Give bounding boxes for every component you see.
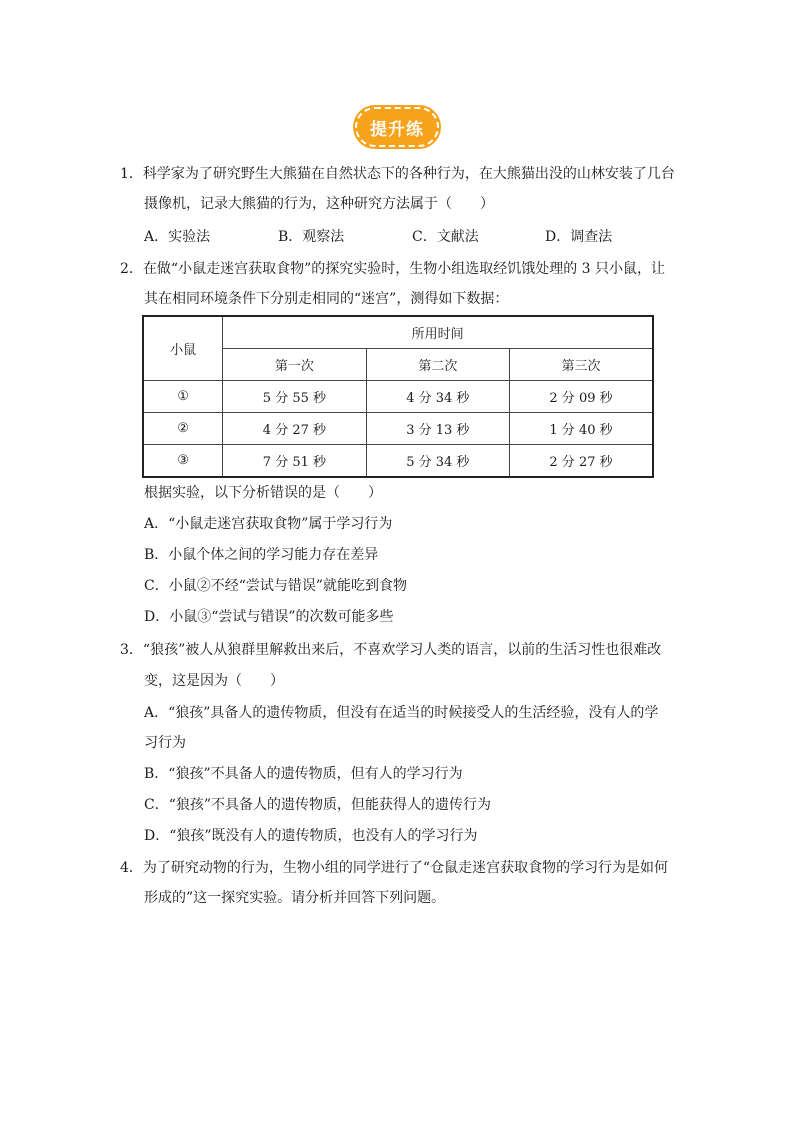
q2-option-d[interactable]: D．小鼠③“尝试与错误”的次数可能多些 [144,609,394,625]
q3-stem-line2: 变，这是因为（ ） [144,673,284,689]
row-time: 2 分 27 秒 [510,445,653,478]
table-row [143,413,653,445]
row-time: 4 分 34 秒 [366,381,509,413]
q3-option-b[interactable]: B．“狼孩”不具备人的遗传物质，但有人的学习行为 [144,766,463,782]
q2-stem-line1: 2．在做“小鼠走迷宫获取食物”的探究实验时，生物小组选取经饥饿处理的 3 只小鼠，让 [120,261,666,277]
row-time: 3 分 13 秒 [366,413,509,445]
subheader-first: 第一次 [223,349,366,381]
row-time: 1 分 40 秒 [510,413,653,445]
q3-option-c[interactable]: C．“狼孩”不具备人的遗传物质，但能获得人的遗传行为 [144,797,492,813]
table-row [143,445,653,478]
q1-stem-line2: 摄像机，记录大熊猫的行为，这种研究方法属于（ ） [144,196,494,212]
q1-option-a[interactable]: A．实验法 [144,229,211,245]
row-mouse: ② [143,413,223,445]
q4-stem-line1: 4．为了研究动物的行为，生物小组的同学进行了“仓鼠走迷宫获取食物的学习行为是如何 [120,860,669,876]
row-mouse: ① [143,381,223,413]
section-badge [355,107,439,147]
q1-option-c[interactable]: C．文献法 [412,229,479,245]
row-time: 5 分 34 秒 [366,445,509,478]
row-time: 7 分 51 秒 [223,445,366,478]
maze-time-table [142,315,654,478]
q3-option-a-line2[interactable]: 习行为 [144,735,186,751]
row-time: 2 分 09 秒 [510,381,653,413]
q4-stem-line2: 形成的”这一探究实验。请分析并回答下列问题。 [144,890,446,906]
row-time: 5 分 55 秒 [223,381,366,413]
table-row [143,381,653,413]
q3-option-a-line1[interactable]: A．“狼孩”具备人的遗传物质，但没有在适当的时候接受人的生活经验，没有人的学 [144,705,659,721]
row-mouse: ③ [143,445,223,478]
q2-option-b[interactable]: B．小鼠个体之间的学习能力存在差异 [144,547,379,563]
q1-option-b[interactable]: B．观察法 [278,229,345,245]
q2-stem-line2: 其在相同环境条件下分别走相同的“迷宫”，测得如下数据： [144,291,509,307]
q3-option-d[interactable]: D．“狼孩”既没有人的遗传物质，也没有人的学习行为 [144,828,478,844]
q3-stem-line1: 3．“狼孩”被人从狼群里解救出来后，不喜欢学习人类的语言，以前的生活习性也很难改 [120,642,662,658]
subheader-second: 第二次 [366,349,509,381]
section-badge-label: 提升练 [370,119,424,140]
header-mouse: 小鼠 [143,316,223,381]
q2-option-a[interactable]: A．“小鼠走迷宫获取食物”属于学习行为 [144,516,393,532]
q2-option-c[interactable]: C．小鼠②不经“尝试与错误”就能吃到食物 [144,578,408,594]
q2-prompt: 根据实验，以下分析错误的是（ ） [144,485,382,501]
q1-stem-line1: 1．科学家为了研究野生大熊猫在自然状态下的各种行为，在大熊猫出没的山林安装了几台 [120,166,675,182]
table-header-row [143,316,653,349]
subheader-third: 第三次 [510,349,653,381]
row-time: 4 分 27 秒 [223,413,366,445]
header-time: 所用时间 [223,316,653,349]
q1-option-d[interactable]: D．调查法 [545,229,613,245]
